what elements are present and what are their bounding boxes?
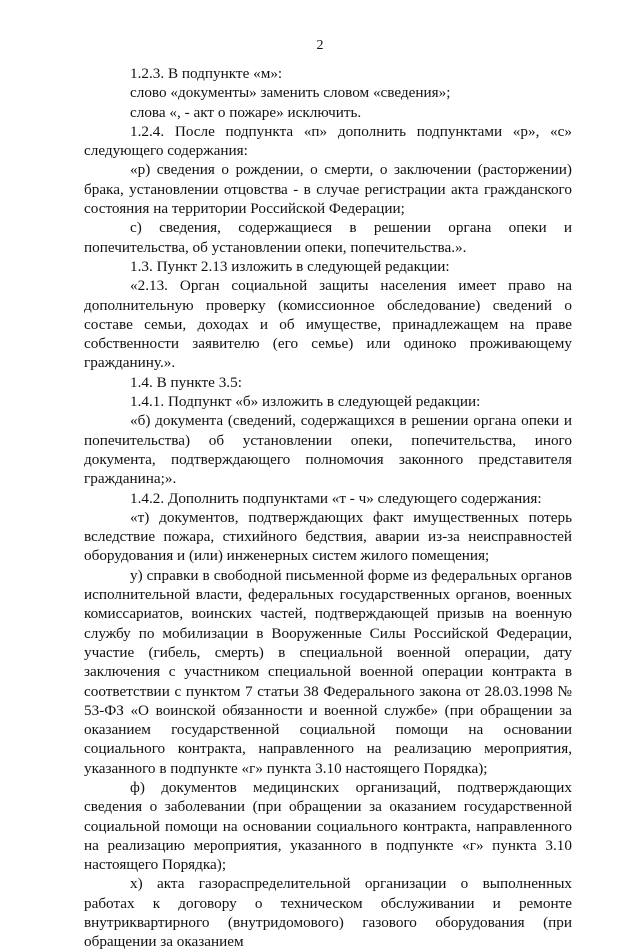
paragraph-2-13: «2.13. Орган социальной защиты населения имеет право на дополнительную проверку (комиссионное обследование) сведений о составе семьи, доходах и об имуществе, принадлежащем на праве собственности заявителю (его семье) или одиноко проживающему гражданину.». <box>84 277 572 372</box>
paragraph-subitem-u: у) справки в свободной письменной форме из федеральных органов исполнительной власти, федеральных государственных органов, военных комиссариатов, воинских частей, подтверждающей призыв на военную службу по мобилизации в Вооруженные Силы Российской Федерации, участие (гибель, смерть) в специальной военной операции, дату заключения с участником специальной военной операции контракта в соответствии с пунктом 7 статьи 38 Федерального закона от 28.03.1998 № 53-ФЗ «О воинской обязанности и военной службе» (при обращении за оказанием государственной социальной помощи на основании социального контракта, направленного на реализацию мероприятия, указанного в подпункте «г» пункта 3.10 настоящего Порядка); <box>84 566 572 777</box>
page-number: 2 <box>316 38 324 53</box>
paragraph-subitem-h: х) акта газораспределительной организации о выполненных работах к договору о техническом обслуживании и ремонте внутриквартирного (внутридомового) газового оборудования (при обращении за оказанием <box>84 875 572 951</box>
paragraph-1-4-2: 1.4.2. Дополнить подпунктами «т - ч» следующего содержания: <box>130 489 542 507</box>
paragraph-subitem-s: с) сведения, содержащиеся в решении органа опеки и попечительства, об установлении опеки, попечительства.». <box>84 219 572 256</box>
paragraph-1-2-3: 1.2.3. В подпункте «м»: <box>130 65 283 82</box>
document-body <box>84 64 572 952</box>
paragraph-subitem-r: «р) сведения о рождении, о смерти, о заключении (расторжении) брака, установлении отцовства - в случае регистрации акта гражданского состояния на территории Российской Федерации; <box>84 161 572 218</box>
paragraph-delete-words: слова «, - акт о пожаре» исключить. <box>130 103 362 121</box>
paragraph-1-2-4: 1.2.4. После подпункта «п» дополнить подпунктами «р», «с» следующего содержания: <box>84 122 572 160</box>
paragraph-subitem-t: «т) документов, подтверждающих факт имущественных потерь вследствие пожара, стихийного бедствия, аварии из-за неисправностей оборудования и (или) инженерных систем жилого помещения; <box>84 508 572 565</box>
paragraph-1-4: 1.4. В пункте 3.5: <box>130 373 242 391</box>
paragraph-1-3: 1.3. Пункт 2.13 изложить в следующей редакции: <box>130 257 450 275</box>
paragraph-subitem-b: «б) документа (сведений, содержащихся в решении органа опеки и попечительства) об установлении опеки, попечительства, иного документа, подтверждающего полномочия законного представителя гражданина;». <box>84 412 572 488</box>
paragraph-1-4-1: 1.4.1. Подпункт «б» изложить в следующей редакции: <box>130 393 481 411</box>
paragraph-replace-word: слово «документы» заменить словом «сведения»; <box>130 84 451 102</box>
paragraph-subitem-f: ф) документов медицинских организаций, подтверждающих сведения о заболевании (при обращении за оказанием государственной социальной помощи на основании социального контракта, направленного на реализацию мероприятия, указанного в подпункте «г» пункта 3.10 настоящего Порядка); <box>84 778 572 874</box>
